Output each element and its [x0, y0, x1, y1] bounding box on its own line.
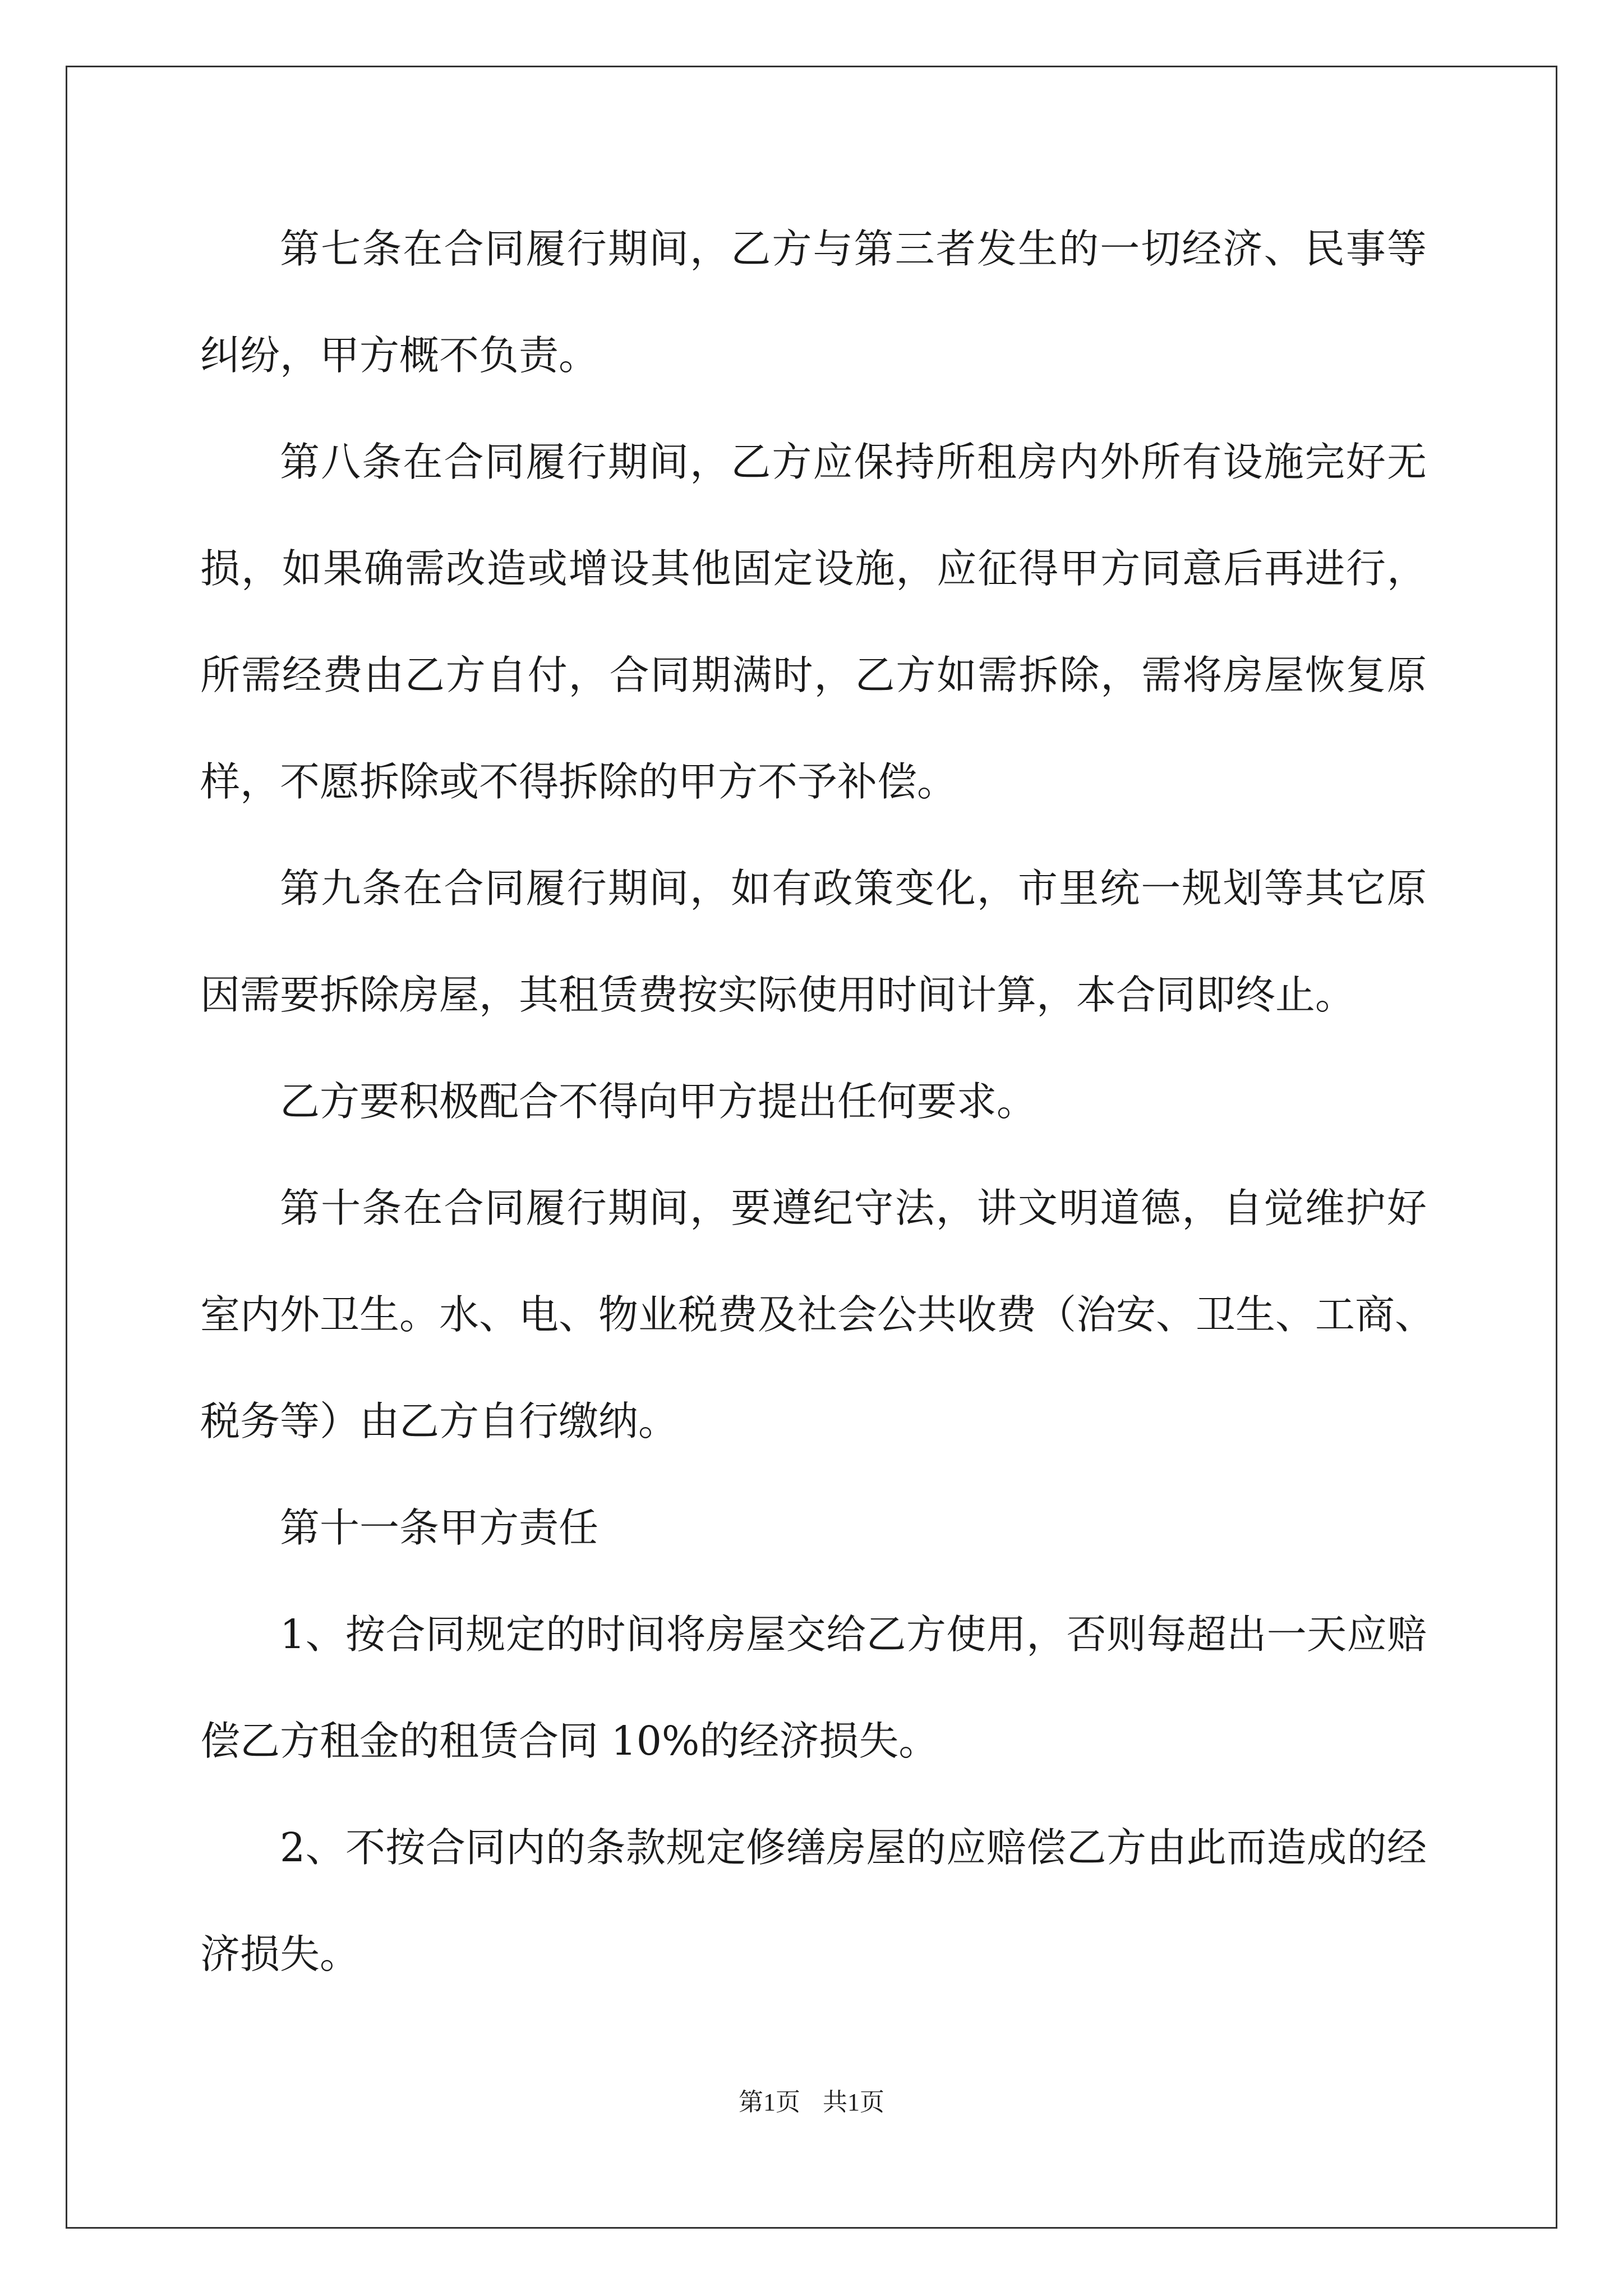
- page-number: 第1页: [739, 2088, 800, 2116]
- paragraph-line: 1、按合同规定的时间将房屋交给乙方使用，否则每超出一天应赔: [280, 1611, 1427, 1658]
- paragraph-line: 第九条在合同履行期间，如有政策变化，市里统一规划等其它原: [280, 865, 1427, 912]
- clause-1-paragraph: [200, 1581, 1427, 1795]
- paragraph-line: 因需要拆除房屋，其租赁费按实际使用时间计算，本合同即终止。: [200, 972, 1355, 1018]
- paragraph-line: 所需经费由乙方自付，合同期满时，乙方如需拆除，需将房屋恢复原: [200, 652, 1427, 698]
- paragraph-line: 偿乙方租金的租赁合同 10%的经济损失。: [200, 1718, 939, 1764]
- page-total: 共1页: [823, 2088, 884, 2116]
- paragraph-line: 损，如果确需改造或增设其他固定设施，应征得甲方同意后再进行，: [200, 545, 1427, 592]
- cooperation-paragraph: [200, 1048, 1427, 1155]
- article-11-heading: [200, 1475, 1427, 1581]
- article-8-paragraph: [200, 409, 1427, 835]
- paragraph-line: 样，不愿拆除或不得拆除的甲方不予补偿。: [200, 758, 957, 805]
- article-10-paragraph: [200, 1155, 1435, 1475]
- paragraph-line: 第十一条甲方责任: [280, 1504, 599, 1551]
- paragraph-line: 乙方要积极配合不得向甲方提出任何要求。: [280, 1078, 1037, 1125]
- paragraph-line: 室内外卫生。水、电、物业税费及社会公共收费（治安、卫生、工商、: [200, 1291, 1435, 1338]
- clause-2-paragraph: [200, 1795, 1427, 2008]
- paragraph-line: 济损失。: [200, 1931, 360, 1977]
- article-7-paragraph: [200, 196, 1427, 409]
- page-footer: [0, 2086, 1623, 2119]
- article-9-paragraph: [200, 835, 1427, 1048]
- paragraph-line: 纠纷，甲方概不负责。: [200, 332, 599, 379]
- paragraph-line: 第八条在合同履行期间，乙方应保持所租房内外所有设施完好无: [280, 439, 1427, 485]
- document-body: [200, 196, 1435, 2008]
- paragraph-line: 2、不按合同内的条款规定修缮房屋的应赔偿乙方由此而造成的经: [280, 1824, 1427, 1871]
- paragraph-line: 第十条在合同履行期间，要遵纪守法，讲文明道德，自觉维护好: [280, 1185, 1427, 1231]
- paragraph-line: 税务等）由乙方自行缴纳。: [200, 1398, 679, 1444]
- paragraph-line: 第七条在合同履行期间，乙方与第三者发生的一切经济、民事等: [280, 226, 1427, 272]
